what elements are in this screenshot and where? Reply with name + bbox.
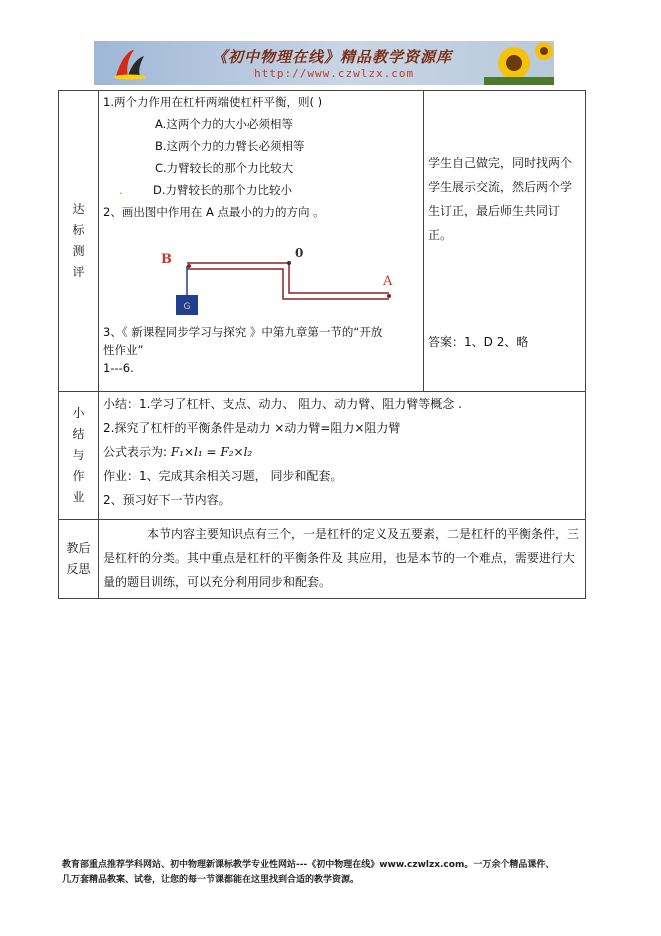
answer-key: 答案：1、D 2、略 bbox=[428, 335, 529, 349]
point-a-marker bbox=[387, 294, 391, 298]
assessment-side bbox=[424, 91, 586, 392]
option-d: D.力臂较长的那个力比较小 bbox=[153, 183, 293, 197]
site-logo-icon bbox=[112, 46, 148, 80]
question-3-line1: 3、《 新课程同步学习与探究 》中第九章第一节的“开放 bbox=[103, 325, 383, 339]
question-1: 1.两个力作用在杠杆两端使杠杆平衡，则( ) bbox=[103, 95, 323, 109]
reflection-content bbox=[99, 520, 586, 599]
summary-line-3: 公式表示为: F₁×l₁ = F₂×l₂ bbox=[103, 445, 253, 459]
summary-row bbox=[59, 392, 586, 520]
option-c: C.力臂较长的那个力比较大 bbox=[155, 161, 294, 175]
assessment-label: 达 标 测 评 bbox=[59, 91, 99, 392]
reflection-text: 本节内容主要知识点有三个，一是杠杆的定义及五要素，二是杠杆的平衡条件，三是杠杆的分类。其中重点是杠杆的平衡条件及 其应用，也是本节的一个难点，需要进行大量的题目训练，可以充分利用同步和配套。 bbox=[103, 527, 580, 589]
activity-note: 学生自己做完，同时找两个学生展示交流，然后两个学生订正，最后师生共同订正。 bbox=[428, 156, 573, 242]
banner-url[interactable]: http://www.czwlzx.com bbox=[254, 67, 415, 80]
label-b: B bbox=[161, 252, 172, 267]
option-d-line: . D.力臂较长的那个力比较小 bbox=[119, 183, 293, 197]
summary-content bbox=[99, 392, 586, 520]
question-3-line2: 性作业” bbox=[103, 343, 144, 357]
balance-formula: F₁×l₁ = F₂×l₂ bbox=[170, 445, 253, 459]
footer-line-2: 几万套精品教案、试卷，让您的每一节课都能在这里找到合适的教学资源。 bbox=[62, 875, 360, 885]
label-o: 0 bbox=[295, 246, 304, 260]
assessment-row bbox=[59, 91, 586, 392]
option-a: A.这两个力的大小必须相等 bbox=[155, 117, 293, 131]
label-g: G bbox=[183, 302, 191, 312]
summary-label: 小 结 与 作 业 bbox=[59, 392, 99, 520]
lever-diagram bbox=[99, 223, 424, 323]
homework-line-1: 作业：1、完成其余相关习题， 同步和配套。 bbox=[103, 469, 343, 483]
lesson-table bbox=[58, 90, 586, 599]
question-2: 2、画出图中作用在 A 点最小的力的方向 。 bbox=[103, 205, 325, 219]
summary-line-2: 2.探究了杠杆的平衡条件是动力 ×动力臂=阻力×阻力臂 bbox=[103, 421, 401, 435]
option-b: B.这两个力的力臂长必须相等 bbox=[155, 139, 305, 153]
header-banner bbox=[94, 41, 554, 85]
reflection-row bbox=[59, 520, 586, 599]
homework-line-2: 2、预习好下一节内容。 bbox=[103, 493, 231, 507]
sunflower-icon bbox=[484, 41, 554, 85]
question-3-line3: 1---6. bbox=[103, 361, 134, 375]
reflection-label: 教后 反思 bbox=[59, 520, 99, 599]
assessment-content bbox=[99, 91, 424, 392]
pivot-marker bbox=[287, 261, 291, 265]
summary-line-1: 小结：1.学习了杠杆、支点、动力、 阻力、动力臂、阻力臂等概念 . bbox=[103, 397, 462, 411]
banner-title: 《初中物理在线》精品教学资源库 bbox=[212, 48, 453, 66]
label-a: A bbox=[383, 274, 393, 289]
footer-line-1: 教育部重点推荐学科网站、初中物理新课标教学专业性网站---《初中物理在线》www.czwlzx.com。一万余个精品课件、 bbox=[62, 860, 555, 870]
page-footer bbox=[62, 858, 602, 888]
